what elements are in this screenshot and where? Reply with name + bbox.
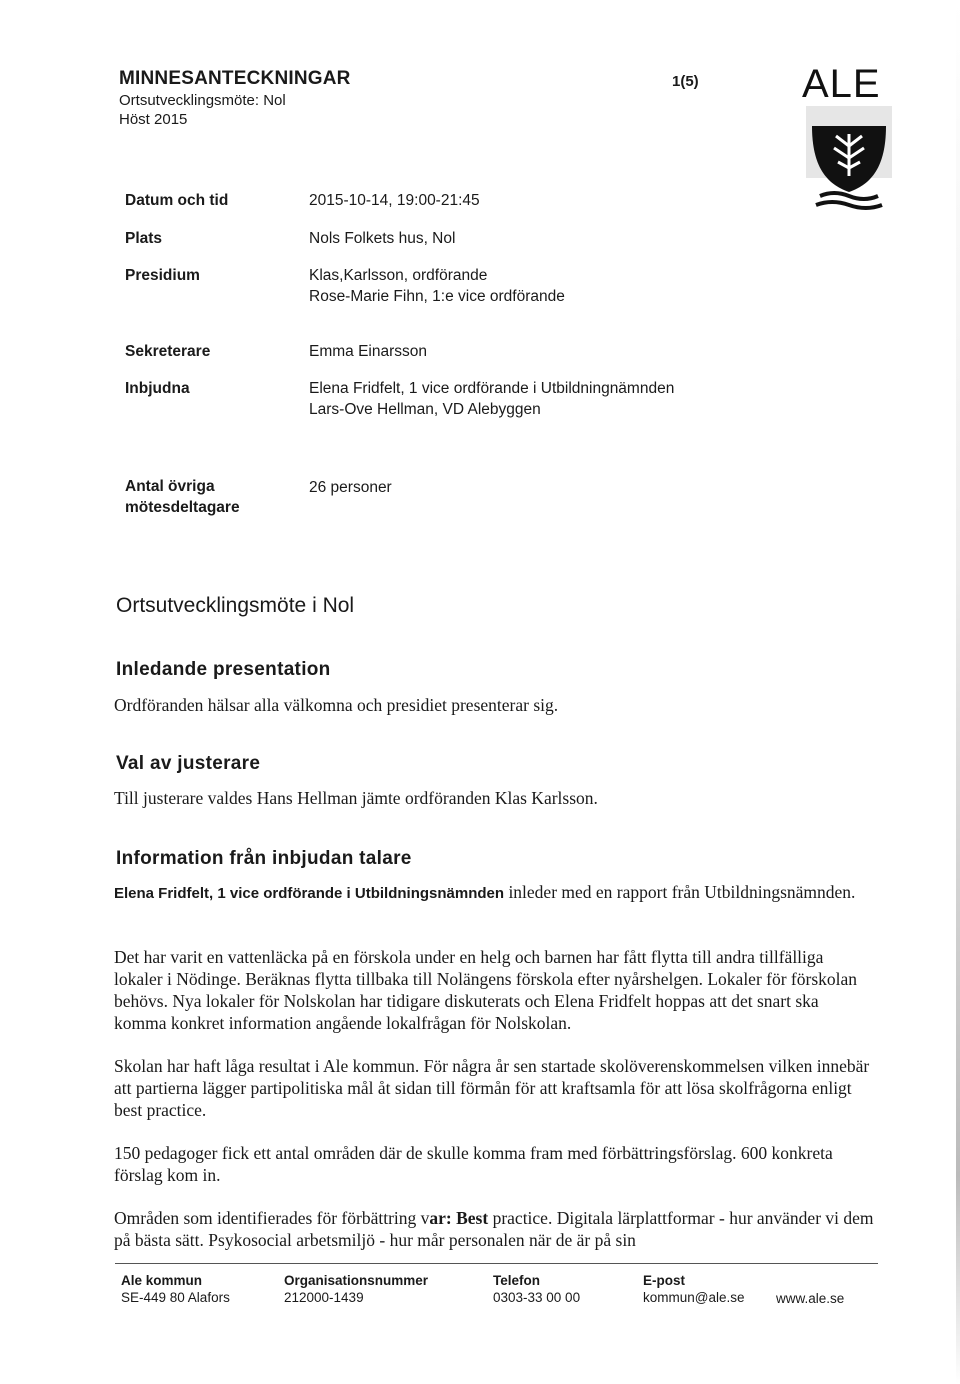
paragraph-5-end: practice. Digitala lärplattformar - hur använder vi dem på bästa sätt. Psykosocial arbetsmiljö - hur mår personalen när de är på sin [114,1208,874,1250]
page-number: 1(5) [672,73,699,90]
value-presidium-1: Klas,Karlsson, ordförande [309,267,488,284]
footer-divider [115,1263,878,1264]
footer-phone-label: Telefon [493,1273,540,1288]
logo-text: ALE [802,62,881,106]
text-inledande: Ordföranden hälsar alla välkomna och presidiet presenterar sig. [114,695,559,715]
label-plats: Plats [125,230,163,247]
footer-address: SE-449 80 Alafors [121,1290,230,1305]
label-datum: Datum och tid [125,192,229,209]
footer-email: kommun@ale.se [643,1290,745,1305]
heading-inledande: Inledande presentation [116,659,331,680]
paragraph-4: 150 pedagoger fick ett antal områden där de skulle komma fram med förbättringsförslag. 600 konkreta förslag kom in. [114,1143,833,1185]
footer-website: www.ale.se [776,1291,845,1306]
footer-orgnr: 212000-1439 [284,1290,364,1305]
label-inbjudna: Inbjudna [125,380,190,397]
value-presidium-2: Rose-Marie Fihn, 1:e vice ordförande [309,288,565,305]
meeting-subtitle: Ortsutvecklingsmöte: Nol [119,92,286,109]
scan-edge [956,0,960,1384]
value-sekreterare: Emma Einarsson [309,343,428,360]
municipality-emblem-icon [806,106,892,214]
label-antal-1: Antal övriga [125,478,215,495]
season-subtitle: Höst 2015 [119,111,188,128]
heading-information: Information från inbjudan talare [116,848,412,869]
value-inbjudna-2: Lars-Ove Hellman, VD Alebyggen [309,401,541,418]
paragraph-5-bold: ar: Best [429,1208,489,1228]
value-datum: 2015-10-14, 19:00-21:45 [309,192,480,209]
heading-justerare: Val av justerare [116,753,261,774]
speaker-name: Elena Fridfelt, 1 vice ordförande i Utbildningsnämnden [114,885,505,902]
value-plats: Nols Folkets hus, Nol [309,230,456,247]
main-title: Ortsutvecklingsmöte i Nol [116,594,355,617]
footer-org-name: Ale kommun [121,1273,203,1288]
document-title: MINNESANTECKNINGAR [119,68,351,89]
footer-orgnr-label: Organisationsnummer [284,1273,429,1288]
paragraph-3: Skolan har haft låga resultat i Ale kommun. För några år sen startade skolöverenskommelsen vilken innebär att partierna lägger partipolitiska mål åt sidan till förmån för att kraftsamla för att lösa skolfrågorna enligt best practice. [114,1056,870,1120]
label-presidium: Presidium [125,267,200,284]
value-inbjudna-1: Elena Fridfelt, 1 vice ordförande i Utbildningnämnden [309,380,675,397]
paragraph-2: Det har varit en vattenläcka på en förskola under en helg och barnen har fått flytta till andra tillfälliga lokaler i Nödinge. Beräknas flytta tillbaka till Nolängens förskola efter nyårshelgen. Lokaler för förskolan behövs. Nya lokaler för Nolskolan har tidigare diskuterats och Elena Fridfelt hoppas att det snart ska komma konkret information angående lokalfrågan för Nolskolan. [114,947,858,1033]
footer-phone: 0303-33 00 00 [493,1290,581,1305]
paragraph-5-start: Områden som identifierades för förbättring v [114,1208,430,1228]
paragraph-5 [114,1207,874,1251]
value-antal: 26 personer [309,479,392,496]
label-sekreterare: Sekreterare [125,343,211,360]
paragraph-1-rest: inleder med en rapport från Utbildningsnämnden. [504,882,856,902]
label-antal-2: mötesdeltagare [125,499,240,516]
footer-email-label: E-post [643,1273,685,1288]
paragraph-1 [114,881,874,905]
text-justerare: Till justerare valdes Hans Hellman jämte ordföranden Klas Karlsson. [114,788,598,808]
